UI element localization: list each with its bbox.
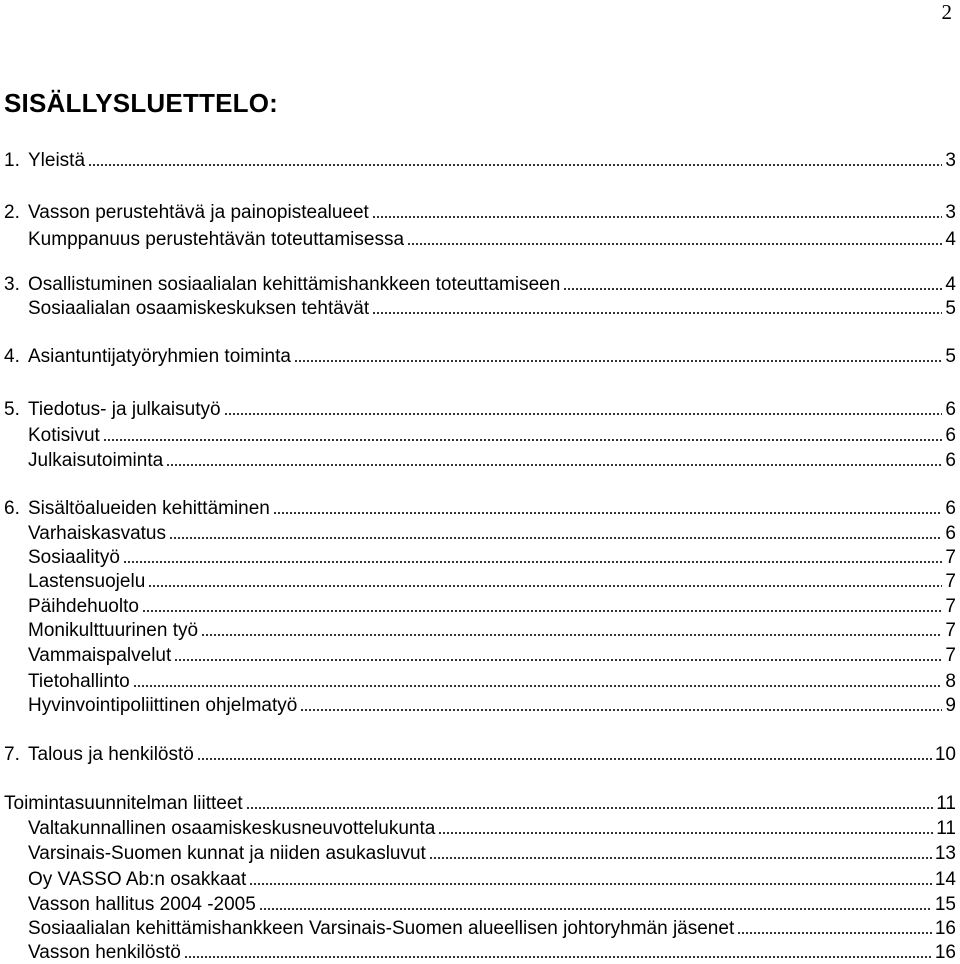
toc-entry-page: 13	[934, 843, 956, 864]
toc-entry-page: 10	[934, 744, 956, 765]
toc-entry-label	[28, 596, 139, 618]
toc-entry-text: Toimintasuunnitelman liitteet	[4, 793, 243, 814]
toc-entry-text: Valtakunnallinen osaamiskeskusneuvottelukunta	[28, 818, 436, 839]
toc-entry-page: 8	[945, 671, 956, 692]
toc-entry-label	[28, 229, 404, 251]
toc-title: SISÄLLYSLUETTELO:	[4, 88, 279, 118]
toc-entry[interactable]	[28, 425, 956, 447]
dot-leader	[249, 875, 932, 889]
toc-entry-label	[28, 645, 171, 667]
toc-entry-page: 7	[945, 620, 956, 641]
toc-entry[interactable]	[4, 346, 956, 368]
toc-entry-number: 7.	[4, 744, 20, 765]
toc-entry-page: 7	[945, 547, 956, 568]
toc-entry-text: Vasson perustehtävä ja painopistealueet	[28, 202, 369, 223]
toc-entry[interactable]	[4, 399, 956, 421]
dot-leader	[103, 431, 943, 445]
dot-leader	[407, 235, 942, 249]
dot-leader	[174, 651, 942, 665]
dot-leader	[88, 156, 942, 170]
dot-leader	[123, 553, 943, 567]
toc-entry[interactable]	[4, 793, 956, 815]
dot-leader	[372, 208, 943, 222]
toc-entry-label	[28, 671, 130, 693]
dot-leader	[133, 677, 943, 691]
toc-entry-page: 6	[945, 523, 956, 544]
toc-entry-label	[4, 744, 194, 766]
toc-entry[interactable]	[28, 596, 956, 618]
dot-leader	[300, 701, 942, 715]
toc-entry-number: 4.	[4, 346, 20, 367]
toc-entry-text: Päihdehuolto	[28, 596, 139, 617]
dot-leader	[224, 405, 943, 419]
toc-entry-text: Vammaispalvelut	[28, 645, 172, 666]
toc-entry-number: 6.	[4, 498, 20, 519]
toc-entry-label	[28, 571, 145, 593]
toc-entry-label	[28, 818, 435, 840]
toc-entry-label	[28, 695, 297, 717]
toc-entry[interactable]	[4, 498, 956, 520]
dot-leader	[169, 529, 942, 543]
toc-entry[interactable]	[4, 150, 956, 172]
toc-entry-page: 3	[945, 150, 956, 171]
toc-entry-page: 7	[945, 596, 956, 617]
toc-entry-page: 7	[945, 571, 956, 592]
toc-entry[interactable]	[28, 869, 956, 891]
toc-entry-label	[28, 843, 426, 865]
toc-entry-text: Tietohallinto	[28, 671, 130, 692]
dot-leader	[142, 602, 942, 616]
dot-leader	[201, 626, 942, 640]
toc-entry-text: Oy VASSO Ab:n osakkaat	[28, 869, 247, 890]
toc-entry-label	[28, 918, 734, 940]
toc-entry[interactable]	[28, 571, 956, 593]
toc-entry-text: Hyvinvointipoliittinen ohjelmatyö	[28, 695, 298, 716]
toc-entry[interactable]	[28, 547, 956, 569]
toc-entry[interactable]	[28, 229, 956, 251]
toc-entry-text: Monikulttuurinen työ	[28, 620, 199, 641]
toc-entry[interactable]	[28, 298, 956, 320]
toc-entry-text: Talous ja henkilöstö	[28, 744, 194, 765]
dot-leader	[294, 352, 942, 366]
toc-entry-text: Tiedotus- ja julkaisutyö	[28, 399, 221, 420]
dot-leader	[737, 924, 932, 938]
toc-entry[interactable]	[28, 645, 956, 667]
dot-leader	[246, 799, 934, 813]
toc-entry-label	[4, 793, 243, 815]
toc-entry-page: 5	[945, 346, 956, 367]
toc-entry-label	[28, 547, 120, 569]
toc-entry-text: Asiantuntijatyöryhmien toiminta	[28, 346, 291, 367]
toc-entry-label	[4, 346, 291, 368]
toc-entry-page: 4	[945, 229, 956, 250]
toc-entry-page: 15	[934, 894, 956, 915]
toc-entry-page: 6	[945, 498, 956, 519]
page-number: 2	[941, 0, 952, 24]
toc-entry-text: Sisältöalueiden kehittäminen	[28, 498, 270, 519]
toc-entry[interactable]	[28, 942, 956, 964]
toc-entry-number: 5.	[4, 399, 20, 420]
dot-leader	[197, 750, 932, 764]
toc-entry-page: 11	[936, 818, 956, 839]
dot-leader	[273, 504, 943, 518]
dot-leader	[429, 849, 932, 863]
toc-entry-text: Julkaisutoiminta	[28, 450, 164, 471]
toc-entry-page: 14	[934, 869, 956, 890]
toc-entry-number: 2.	[4, 202, 20, 223]
toc-entry-text: Vasson hallitus 2004 -2005	[28, 894, 256, 915]
dot-leader	[372, 304, 942, 318]
dot-leader	[184, 948, 932, 962]
toc-entry-label	[4, 399, 221, 421]
toc-entry[interactable]	[28, 620, 956, 642]
toc-entry[interactable]	[28, 695, 956, 717]
toc-entry-page: 6	[945, 399, 956, 420]
toc-entry-number: 1.	[4, 150, 20, 171]
toc-entry[interactable]	[28, 843, 956, 865]
dot-leader	[563, 280, 942, 294]
toc-entry-text: Sosiaalialan kehittämishankkeen Varsinais-Suomen alueellisen johtoryhmän jäsenet	[28, 918, 735, 939]
toc-entry-label	[4, 498, 270, 520]
toc-entry[interactable]	[28, 918, 956, 940]
toc-entry[interactable]	[4, 744, 956, 766]
toc-entry[interactable]	[4, 202, 956, 224]
toc-entry[interactable]	[28, 894, 956, 916]
toc-entry-page: 7	[945, 645, 956, 666]
toc-entry-page: 11	[936, 793, 956, 814]
toc-entry-text: Yleistä	[28, 150, 86, 171]
toc-entry-page: 16	[934, 918, 956, 939]
toc-entry-text: Kumppanuus perustehtävän toteuttamisessa	[28, 229, 405, 250]
toc-entry[interactable]	[4, 274, 956, 296]
toc-entry-label	[4, 150, 85, 172]
toc-entry-label	[28, 450, 163, 472]
toc-entry-text: Sosiaalityö	[28, 547, 120, 568]
dot-leader	[166, 456, 942, 470]
toc-entry-page: 16	[934, 942, 956, 963]
toc-entry-label	[28, 425, 100, 447]
toc-entry-page: 6	[945, 425, 956, 446]
toc-entry-label	[28, 942, 181, 964]
toc-entry-label	[4, 202, 369, 224]
toc-entry[interactable]	[28, 523, 956, 545]
toc-entry-page: 6	[945, 450, 956, 471]
toc-entry-text: Varsinais-Suomen kunnat ja niiden asukasluvut	[28, 843, 426, 864]
toc-entry-text: Osallistuminen sosiaalialan kehittämishankkeen toteuttamiseen	[28, 274, 561, 295]
dot-leader	[148, 577, 942, 591]
dot-leader	[259, 900, 932, 914]
toc-entry-page: 9	[945, 695, 956, 716]
toc-entry[interactable]	[28, 450, 956, 472]
toc-entry-label	[28, 869, 246, 891]
toc-entry-label	[28, 620, 198, 642]
toc-entry-label	[28, 298, 369, 320]
toc-entry-label	[4, 274, 560, 296]
toc-entry-label	[28, 894, 256, 916]
toc-entry-text: Sosiaalialan osaamiskeskuksen tehtävät	[28, 298, 370, 319]
toc-entry-label	[28, 523, 166, 545]
toc-entry-text: Lastensuojelu	[28, 571, 146, 592]
toc-entry-number: 3.	[4, 274, 20, 295]
toc-entry-text: Vasson henkilöstö	[28, 942, 181, 963]
dot-leader	[438, 824, 933, 838]
toc-entry-text: Kotisivut	[28, 425, 100, 446]
toc-entry[interactable]	[28, 818, 956, 840]
toc-entry[interactable]	[28, 671, 956, 693]
toc-entry-page: 5	[945, 298, 956, 319]
toc-entry-page: 4	[945, 274, 956, 295]
toc-entry-page: 3	[945, 202, 956, 223]
toc-entry-text: Varhaiskasvatus	[28, 523, 166, 544]
